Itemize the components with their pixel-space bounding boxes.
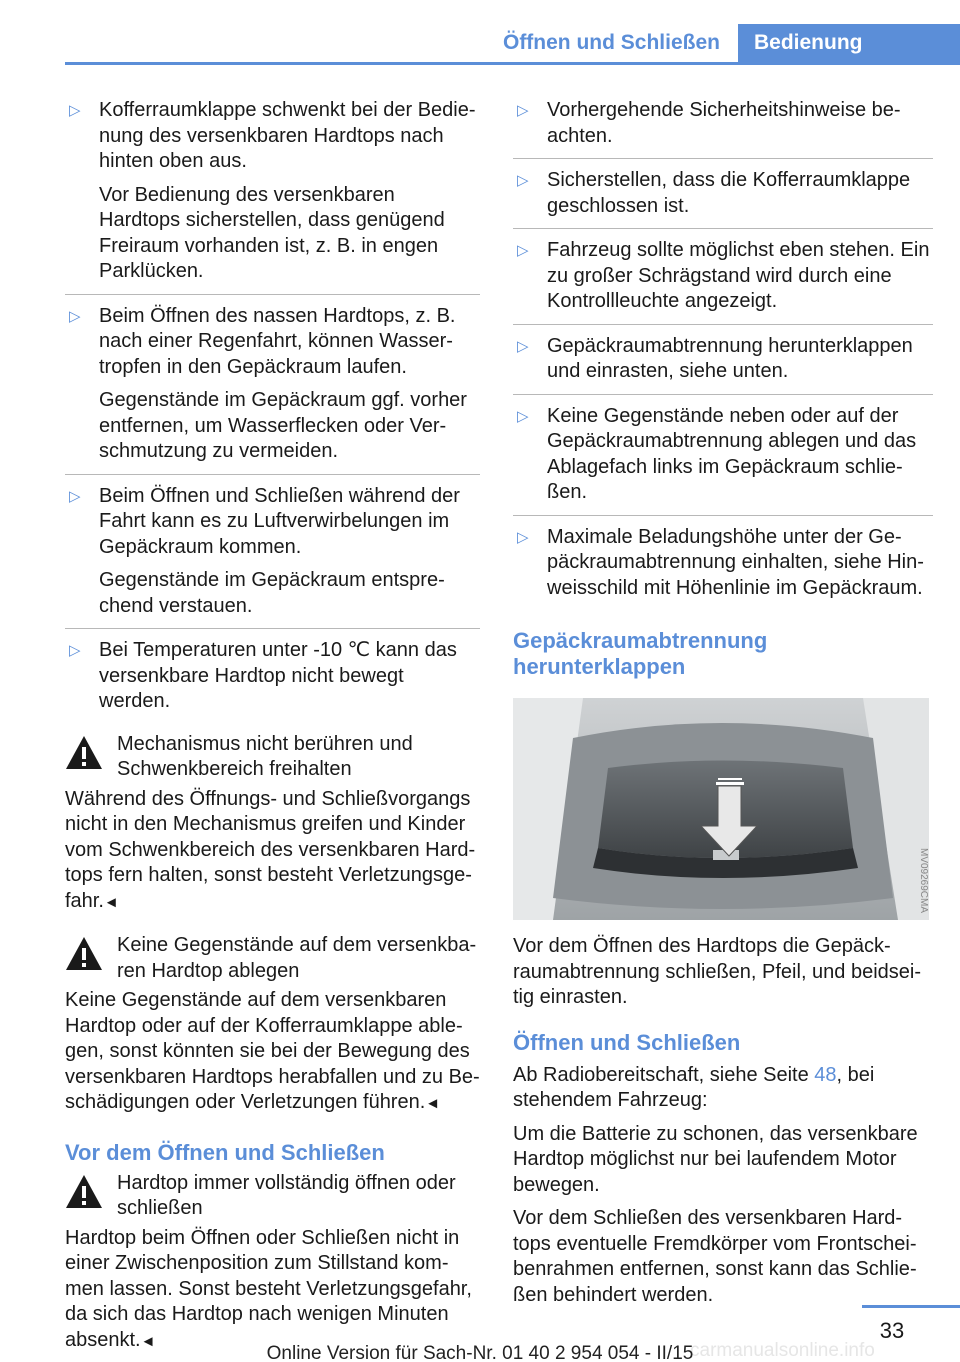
list-item <box>65 98 480 295</box>
right-bullet-list <box>513 98 933 610</box>
paragraph <box>513 1063 933 1114</box>
triangle-bullet-icon: ▷ <box>517 242 529 259</box>
triangle-bullet-icon: ▷ <box>517 528 529 546</box>
bullet-text: Fahrzeug sollte möglichst eben stehen. Ein zu großer Schrägstand wird durch eine Kontrollleuchte angezeigt. <box>547 239 930 312</box>
list-item <box>65 638 480 724</box>
bullet-text: Kofferraumklappe schwenkt bei der Bedienung des versenkbaren Hardtops nach hinten oben aus. <box>99 99 476 172</box>
list-item <box>513 404 933 516</box>
triangle-bullet-icon: ▷ <box>69 487 81 505</box>
section-heading: Gepäckraumabtrennung herunterklappen <box>513 628 768 679</box>
triangle-bullet-icon: ▷ <box>517 102 529 119</box>
paragraph: Um die Batterie zu schonen, das versenkbare Hardtop möglichst nur bei laufendem Motor bewegen. <box>513 1122 918 1196</box>
bullet-text: Bei Temperaturen unter -10 ℃ kann das versenkbare Hardtop nicht bewegt werden. <box>99 639 457 712</box>
triangle-bullet-icon: ▷ <box>517 337 529 355</box>
warning-title: Keine Gegenstände auf dem versenkbaren Hardtop ablegen <box>117 934 477 982</box>
footer-rule <box>862 1305 960 1308</box>
warning-icon <box>64 935 104 972</box>
paragraph-text: Ab Radiobereitschaft, siehe Seite <box>513 1063 815 1086</box>
list-item <box>513 98 933 159</box>
left-column <box>65 98 480 1354</box>
list-item <box>513 525 933 611</box>
list-item <box>513 334 933 395</box>
triangle-bullet-icon: ▷ <box>69 102 81 119</box>
warning-block <box>65 1171 480 1355</box>
end-mark: ◄ <box>103 893 119 911</box>
bullet-text: Vorhergehende Sicherheitshinweise beachten. <box>547 99 901 147</box>
left-bullet-list <box>65 98 480 724</box>
right-column <box>513 98 933 1308</box>
warning-body-text: Hardtop beim Öffnen oder Schließen nicht in einer Zwischenposition zum Stillstand kommen lassen. Sonst besteht Verletzungsgefahr, da sich das Hardtop nach wenigen Minuten absenkt. <box>65 1226 472 1351</box>
warning-body <box>65 988 480 1117</box>
list-item <box>513 168 933 229</box>
end-mark: ◄ <box>425 1095 441 1112</box>
header-rule <box>65 62 960 65</box>
triangle-bullet-icon: ▷ <box>69 307 81 325</box>
list-item <box>65 304 480 475</box>
bullet-text: Vor Bedienung des versenkbaren Hardtops sicherstellen, dass genügend Freiraum vorhanden ist, z. B. in engen Parklücken. <box>99 183 445 282</box>
warning-body-text: Keine Gegenstände auf dem versenkbaren Hardtop oder auf der Kofferraumklappe ablegen, sonst könnten sie bei der Bewegung des versenkbaren Hardtops herabfallen und zu Beschädigungen oder Verletzungen führen. <box>65 989 480 1113</box>
bullet-text: Keine Gegenstände neben oder auf der Gepäckraumabtrennung ablegen und das Ablagefach links im Gepäckraum schließen. <box>547 404 917 503</box>
section-heading: Öffnen und Schließen <box>513 1029 741 1055</box>
list-item <box>65 484 480 630</box>
triangle-bullet-icon: ▷ <box>517 407 529 425</box>
warning-block <box>65 732 480 916</box>
trunk-illustration <box>513 698 929 920</box>
running-header-section: Öffnen und Schließen <box>502 31 720 54</box>
online-version-note: Online Version für Sach-Nr. 01 40 2 954 054 - II/15 <box>266 1343 694 1362</box>
bullet-text: Maximale Beladungshöhe unter der Gepäckraumabtrennung einhalten, siehe Hinweisschild mit Höhenlinie im Gepäckraum. <box>547 525 924 599</box>
warning-icon <box>64 734 104 771</box>
warning-body <box>65 787 480 916</box>
image-code: MV09269CMA <box>918 848 929 914</box>
section-heading: Vor dem Öffnen und Schließen <box>65 1139 385 1165</box>
watermark: carmanualsonline.info <box>690 1340 875 1361</box>
triangle-bullet-icon: ▷ <box>517 172 529 189</box>
paragraph: Vor dem Schließen des versenkbaren Hardtops eventuelle Fremdkörper vom Frontscheibenrahmen entfernen, sonst kann das Schließen behindert werden. <box>513 1207 917 1306</box>
warning-body-text: Während des Öffnungs- und Schließvorgangs nicht in den Mechanismus greifen und Kinder vom Schwenkbereich des versenkbaren Hardtops fern halten, sonst besteht Verletzungsgefahr. <box>65 787 476 912</box>
warning-icon <box>64 1173 104 1210</box>
running-header-tab: Bedienung <box>738 24 960 65</box>
warning-body <box>65 1226 480 1355</box>
bullet-text: Gegenstände im Gepäckraum ggf. vorher entfernen, um Wasserflecken oder Verschmutzung zu vermeiden. <box>99 389 467 462</box>
warning-block <box>65 933 480 1117</box>
bullet-text: Beim Öffnen des nassen Hardtops, z. B. nach einer Regenfahrt, können Wassertropfen in den Gepäckraum laufen. <box>99 304 456 378</box>
bullet-text: Gepäckraumabtrennung herunterklappen und einrasten, siehe unten. <box>547 334 913 382</box>
paragraph-text: , bei stehendem Fahrzeug: <box>513 1063 875 1111</box>
triangle-bullet-icon: ▷ <box>69 642 81 659</box>
bullet-text: Sicherstellen, dass die Kofferraumklappe geschlossen ist. <box>547 169 911 217</box>
end-mark: ◄ <box>140 1332 156 1350</box>
bullet-text: Beim Öffnen und Schließen während der Fahrt kann es zu Luftverwirbelungen im Gepäckraum kommen. <box>99 484 460 558</box>
page-number: 33 <box>879 1318 905 1343</box>
warning-title: Mechanismus nicht berühren und Schwenkbereich freihalten <box>117 732 413 780</box>
warning-title: Hardtop immer vollständig öffnen oder schließen <box>117 1171 456 1219</box>
page-link[interactable]: 48 <box>814 1063 837 1086</box>
list-item <box>513 238 933 325</box>
image-caption: Vor dem Öffnen des Hardtops die Gepäckraumabtrennung schließen, Pfeil, und beidseitig einrasten. <box>513 935 922 1008</box>
bullet-text: Gegenstände im Gepäckraum entsprechend verstauen. <box>99 569 445 617</box>
